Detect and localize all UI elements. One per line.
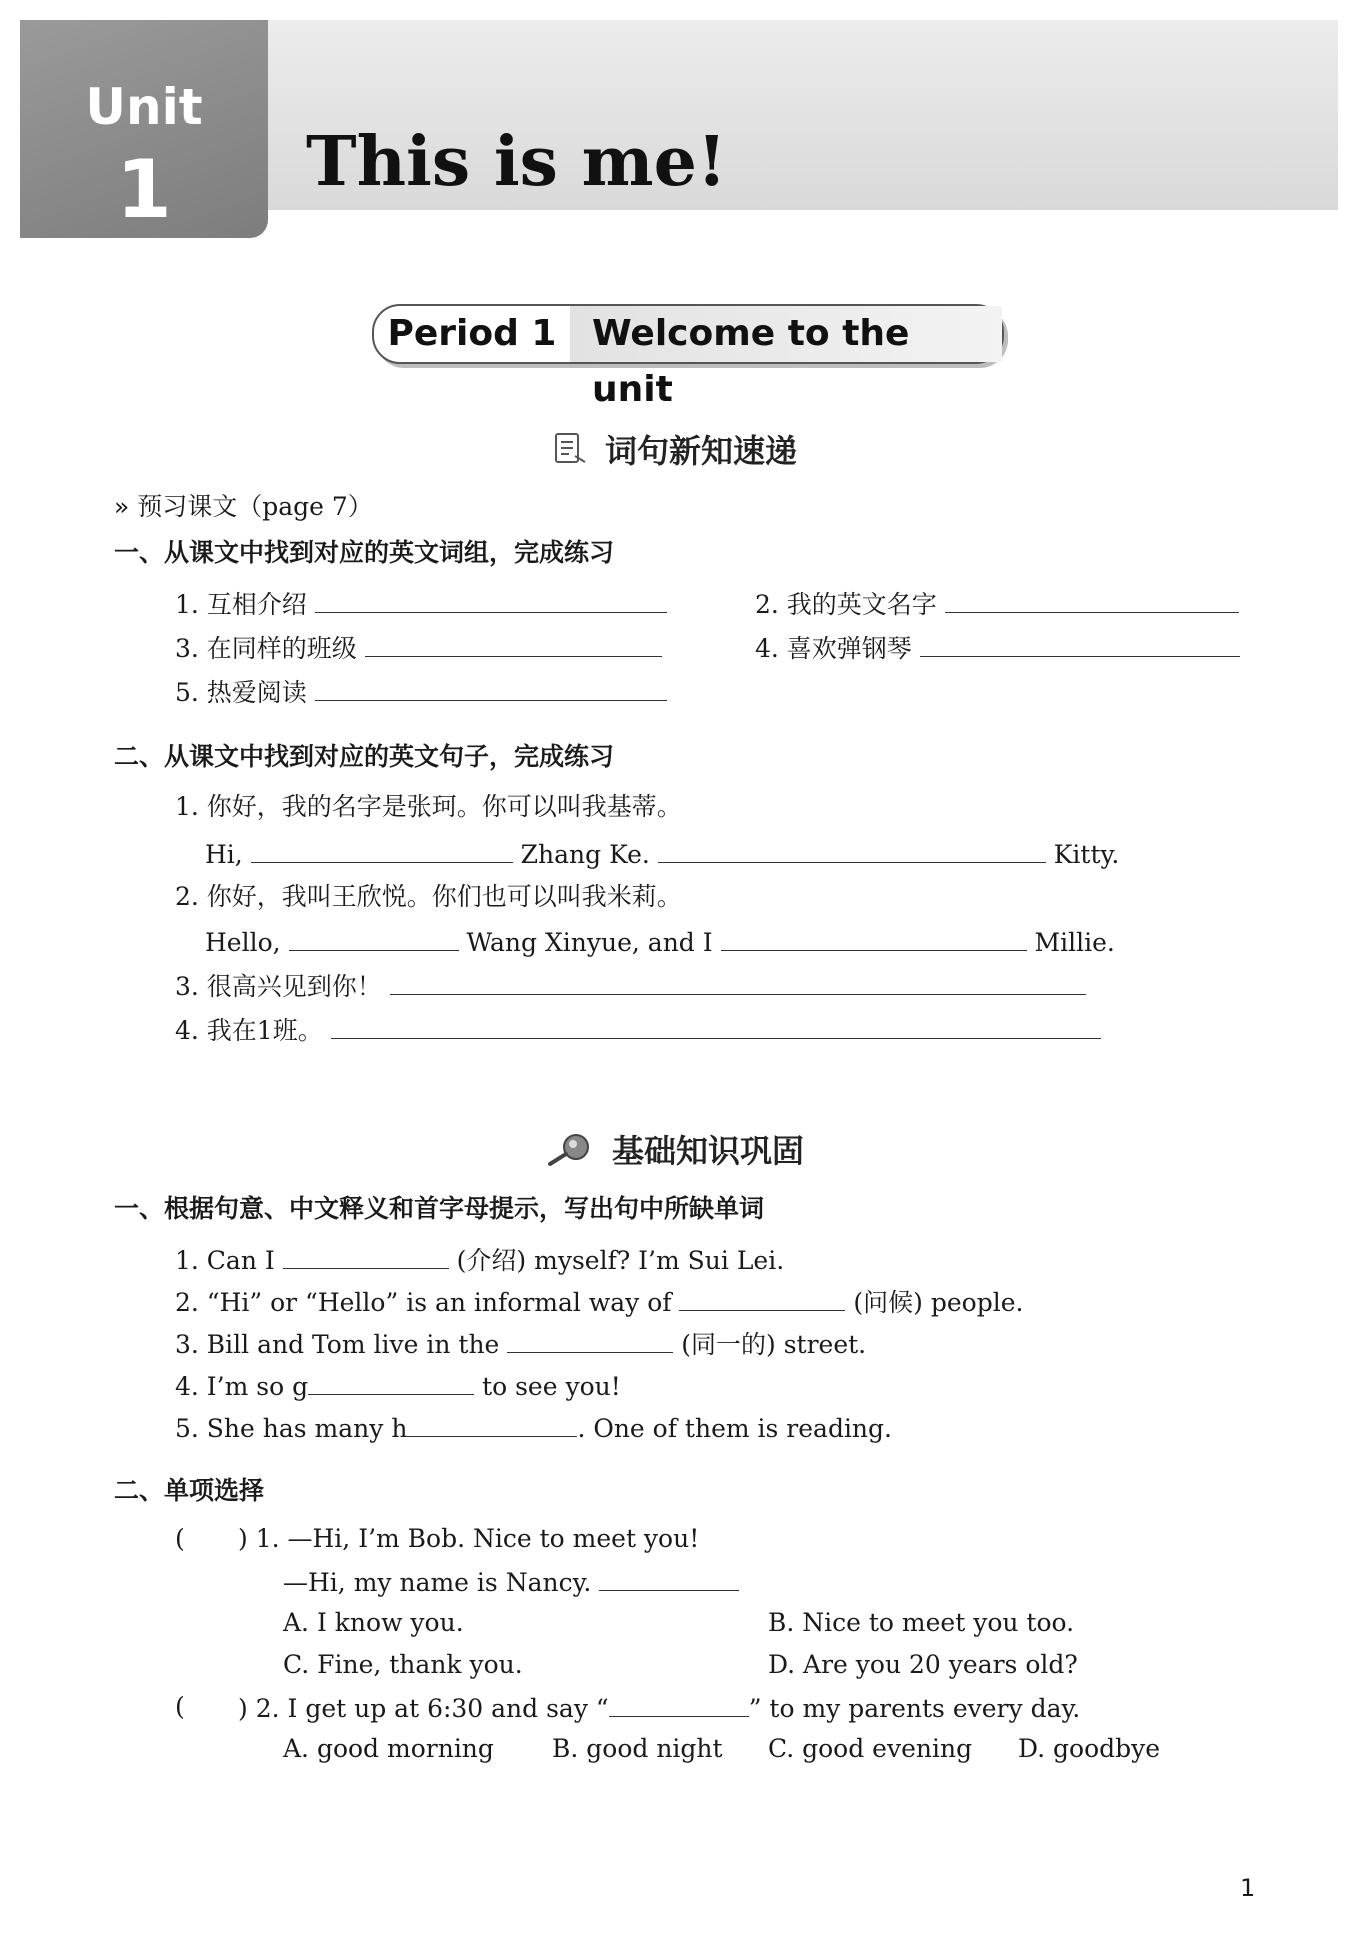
part-heading: 二、单项选择	[114, 1476, 265, 1505]
item-label: 4. 喜欢弹钢琴	[755, 634, 912, 663]
answer-blank[interactable]	[679, 1286, 845, 1311]
list-item	[755, 588, 1239, 620]
text-segment: ” to my parents every day.	[748, 1694, 1081, 1723]
text-segment: Millie.	[1034, 928, 1115, 957]
notepad-icon	[553, 432, 587, 474]
option[interactable]: C. Fine, thank you.	[283, 1650, 523, 1679]
question	[175, 1412, 892, 1444]
list-item	[175, 632, 662, 664]
option[interactable]: B. Nice to meet you too.	[768, 1608, 1075, 1637]
list-item	[175, 588, 667, 620]
answer-blank[interactable]	[315, 676, 667, 701]
question	[175, 1370, 621, 1402]
text-segment: Wang Xinyue, and I	[466, 928, 713, 957]
option[interactable]: B. good night	[552, 1734, 723, 1763]
list-item	[755, 632, 1240, 664]
text-segment: 2. “Hi” or “Hello” is an informal way of	[175, 1288, 672, 1317]
answer-blank[interactable]	[599, 1566, 739, 1591]
answer-blank[interactable]	[390, 970, 1086, 995]
question-en	[205, 838, 1119, 870]
period-banner	[372, 304, 1004, 410]
section-heading-vocab	[0, 426, 1350, 474]
text-segment: . One of them is reading.	[577, 1414, 892, 1443]
answer-blank[interactable]	[945, 588, 1239, 613]
question-cn: 1. 你好，我的名字是张珂。你可以叫我基蒂。	[175, 792, 682, 821]
option[interactable]: D. Are you 20 years old?	[768, 1650, 1078, 1679]
text-segment: Kitty.	[1053, 840, 1120, 869]
list-item	[175, 676, 667, 708]
question-line	[283, 1566, 739, 1598]
option[interactable]: C. good evening	[768, 1734, 973, 1763]
answer-blank[interactable]	[308, 1370, 474, 1395]
text-segment: Hi,	[205, 840, 243, 869]
answer-blank[interactable]	[658, 838, 1046, 863]
section-heading-basics	[0, 1126, 1350, 1174]
text-segment: Hello,	[205, 928, 281, 957]
preview-note	[114, 492, 373, 522]
section-title: 基础知识巩固	[611, 1132, 804, 1170]
answer-blank[interactable]	[251, 838, 513, 863]
question-label: 3. 很高兴见到你！	[175, 972, 382, 1001]
question-cn: 2. 你好，我叫王欣悦。你们也可以叫我米莉。	[175, 882, 682, 911]
question	[175, 1328, 866, 1360]
text-segment: (介绍) myself? I’m Sui Lei.	[456, 1246, 785, 1275]
question-label: 4. 我在1班。	[175, 1016, 323, 1045]
text-segment: to see you!	[482, 1372, 621, 1401]
text-segment: (同一的) street.	[681, 1330, 867, 1359]
preview-label: 预习课文（page 7）	[137, 492, 373, 521]
part-heading: 二、从课文中找到对应的英文句子，完成练习	[114, 742, 615, 771]
answer-blank[interactable]	[331, 1014, 1101, 1039]
item-label: 2. 我的英文名字	[755, 590, 937, 619]
part-heading: 一、从课文中找到对应的英文词组，完成练习	[114, 538, 615, 567]
answer-paren-open[interactable]: (	[175, 1692, 185, 1721]
magnifier-icon	[546, 1132, 594, 1174]
question-stem	[238, 1692, 1080, 1724]
question	[175, 1286, 1023, 1318]
item-label: 3. 在同样的班级	[175, 634, 357, 663]
answer-paren-open[interactable]: (	[175, 1524, 185, 1553]
text-segment: (问候) people.	[853, 1288, 1024, 1317]
question-en	[205, 926, 1115, 958]
section-title: 词句新知速递	[604, 432, 797, 470]
answer-blank[interactable]	[920, 632, 1240, 657]
text-segment: 3. Bill and Tom live in the	[175, 1330, 500, 1359]
text-segment: Zhang Ke.	[520, 840, 650, 869]
period-number: Period 1	[387, 313, 557, 354]
question-stem: ) 1. —Hi, I’m Bob. Nice to meet you!	[238, 1524, 700, 1553]
answer-blank[interactable]	[407, 1412, 577, 1437]
item-label: 1. 互相介绍	[175, 590, 307, 619]
part-heading: 一、根据句意、中文释义和首字母提示，写出句中所缺单词	[114, 1194, 765, 1223]
option[interactable]: D. goodbye	[1018, 1734, 1161, 1763]
period-title: Welcome to the unit	[570, 306, 1002, 362]
unit-badge	[20, 20, 268, 238]
answer-blank[interactable]	[289, 926, 459, 951]
question	[175, 1244, 784, 1276]
unit-title: This is me!	[306, 122, 727, 202]
unit-number: 1	[116, 143, 172, 236]
answer-blank[interactable]	[609, 1692, 749, 1717]
text-segment: —Hi, my name is Nancy.	[283, 1568, 592, 1597]
question	[175, 1014, 1101, 1046]
item-label: 5. 热爱阅读	[175, 678, 307, 707]
answer-blank[interactable]	[315, 588, 667, 613]
option[interactable]: A. good morning	[283, 1734, 494, 1763]
answer-blank[interactable]	[721, 926, 1027, 951]
text-segment: 5. She has many h	[175, 1414, 408, 1443]
answer-blank[interactable]	[283, 1244, 449, 1269]
double-chevron-icon: »	[114, 492, 130, 521]
page-number: 1	[1240, 1874, 1256, 1902]
answer-blank[interactable]	[365, 632, 662, 657]
text-segment: 1. Can I	[175, 1246, 275, 1275]
text-segment: 4. I’m so g	[175, 1372, 309, 1401]
answer-blank[interactable]	[507, 1328, 673, 1353]
text-segment: ) 2. I get up at 6:30 and say “	[238, 1694, 609, 1723]
option[interactable]: A. I know you.	[283, 1608, 464, 1637]
unit-word: Unit	[85, 78, 203, 136]
question	[175, 970, 1086, 1002]
